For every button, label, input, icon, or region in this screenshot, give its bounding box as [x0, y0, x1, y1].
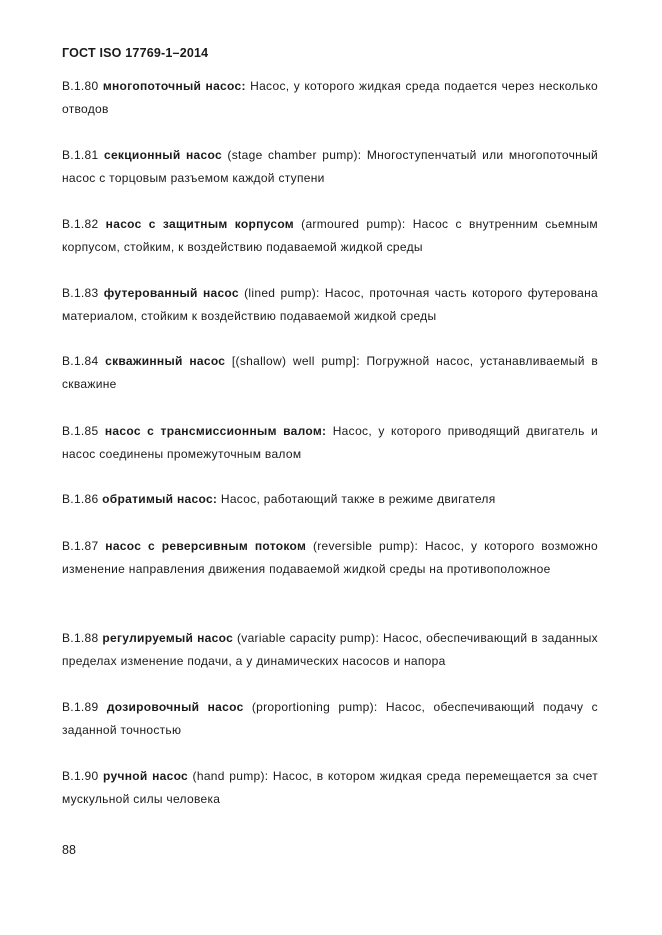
- document-header: ГОСТ ISO 17769-1–2014: [62, 46, 209, 60]
- entry-definition: Насос, у которого возможно изменение направления движения подаваемой жидкой среды на противоположное: [62, 539, 598, 576]
- entry-english: (proportioning pump):: [251, 700, 378, 714]
- entry-term: насос с защитным корпусом: [105, 217, 294, 231]
- entry-definition: Насос, обеспечивающий подачу с заданной точностью: [62, 700, 598, 737]
- entry-definition: Насос, в котором жидкая среда перемещается за счет мускульной силы человека: [62, 769, 598, 806]
- entry-definition: Многоступенчатый или многопоточный насос с торцовым разъемом каждой ступени: [62, 148, 599, 185]
- entry-term: скважинный насос: [105, 354, 226, 368]
- term-entry: [62, 765, 598, 811]
- entry-term: ручной насос: [103, 769, 189, 783]
- entry-english: (hand pump):: [192, 769, 269, 783]
- entry-number: B.1.85: [62, 424, 99, 438]
- entry-english: (variable capacity pump):: [236, 631, 380, 645]
- term-entry: [62, 282, 598, 328]
- entry-term: дозировочный насос: [106, 700, 244, 714]
- entry-definition: Погружной насос, устанавливаемый в скважине: [62, 354, 598, 391]
- entry-english: (reversible pump):: [312, 539, 419, 553]
- term-entry: [62, 420, 598, 466]
- entry-term: секционный насос: [103, 148, 222, 162]
- entry-number: B.1.90: [62, 769, 99, 783]
- entry-number: B.1.89: [62, 700, 99, 714]
- entry-number: B.1.86: [62, 492, 99, 506]
- entry-definition: Насос, работающий также в режиме двигателя: [220, 492, 496, 506]
- entry-term: обратимый насос:: [102, 492, 218, 506]
- term-entry: [62, 488, 598, 511]
- entry-definition: Насос, проточная часть которого футерована материалом, стойким к воздействию подаваемой жидкой среды: [62, 286, 599, 323]
- entry-english: (lined pump):: [244, 286, 320, 300]
- entry-english: (armoured pump):: [301, 217, 406, 231]
- entry-term: регулируемый насос: [102, 631, 234, 645]
- entry-definition: Насос с внутренним сьемным корпусом, стойким, к воздействию подаваемой жидкой среды: [62, 217, 598, 254]
- entry-number: B.1.81: [62, 148, 99, 162]
- term-entry: [62, 213, 598, 259]
- entry-number: B.1.88: [62, 631, 99, 645]
- entry-definition: Насос, обеспечивающий в заданных пределах изменение подачи, а у динамических насосов и напора: [62, 631, 598, 668]
- page-number: 88: [62, 843, 76, 857]
- entry-english: [(shallow) well pump]:: [231, 354, 360, 368]
- entry-number: B.1.83: [62, 286, 99, 300]
- entry-definition: Насос, у которого приводящий двигатель и насос соединены промежуточным валом: [62, 424, 598, 461]
- entry-english: (stage chamber pump):: [227, 148, 362, 162]
- entry-number: B.1.84: [62, 354, 99, 368]
- entry-term: многопоточный насос:: [102, 79, 246, 93]
- term-entry: [62, 75, 598, 121]
- entry-number: B.1.87: [62, 539, 99, 553]
- entry-term: насос с трансмиссионным валом:: [104, 424, 327, 438]
- entry-definition: Насос, у которого жидкая среда подается через несколько отводов: [62, 79, 599, 116]
- term-entry: [62, 350, 598, 396]
- entry-term: насос с реверсивным потоком: [105, 539, 307, 553]
- entry-number: B.1.80: [62, 79, 99, 93]
- entry-term: футерованный насос: [103, 286, 239, 300]
- term-entry: [62, 696, 598, 742]
- term-entry: [62, 627, 598, 673]
- entry-number: B.1.82: [62, 217, 99, 231]
- term-entry: [62, 144, 598, 190]
- term-entry: [62, 535, 598, 581]
